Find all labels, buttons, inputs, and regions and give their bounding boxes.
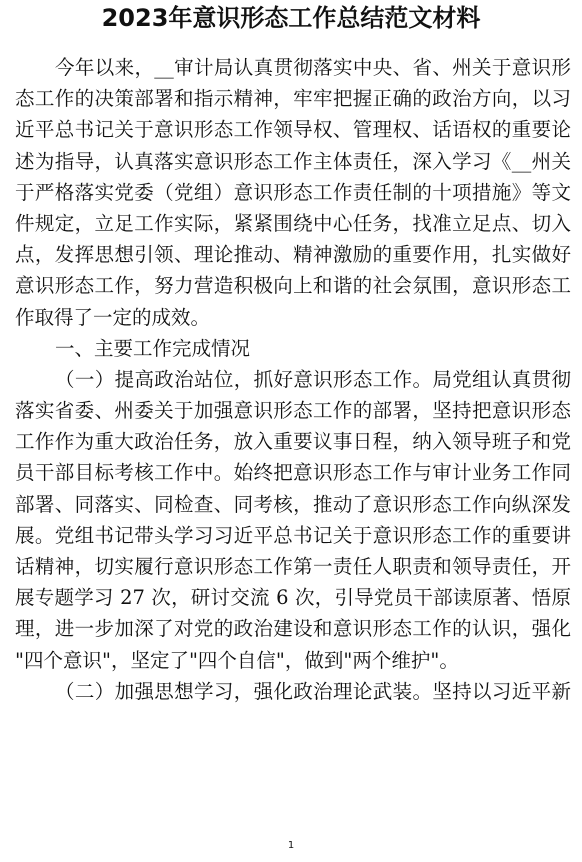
text-line: 于严格落实党委（党组）意识形态工作责任制的十项措施》等文	[15, 180, 571, 204]
document-body	[15, 52, 571, 707]
text-line: 理，进一步加深了对党的政治建设和意识形态工作的认识，强化	[15, 617, 571, 641]
text-line: 近平总书记关于意识形态工作领导权、管理权、话语权的重要论	[15, 118, 571, 142]
text-line: （二）加强思想学习，强化政治理论武装。坚持以习近平新	[55, 679, 571, 703]
text-line: 员干部目标考核工作中。始终把意识形态工作与审计业务工作同	[15, 461, 571, 485]
text-line: 作取得了一定的成效。	[15, 305, 211, 329]
text-line: 件规定，立足工作实际，紧紧围绕中心任务，找准立足点、切入	[15, 211, 571, 235]
text-line: 述为指导，认真落实意识形态工作主体责任，深入学习《__州关	[15, 149, 571, 173]
text-line: 态工作的决策部署和指示精神，牢牢把握正确的政治方向，以习	[15, 87, 571, 111]
text-line: 展。党组书记带头学习习近平总书记关于意识形态工作的重要讲	[15, 523, 571, 547]
text-line: "四个意识"，坚定了"四个自信"，做到"两个维护"。	[15, 648, 459, 672]
section-heading: 一、主要工作完成情况	[55, 336, 251, 360]
document-title: 2023年意识形态工作总结范文材料	[101, 4, 481, 32]
text-line: 意识形态工作，努力营造积极向上和谐的社会氛围，意识形态工	[15, 274, 571, 298]
text-line: 工作作为重大政治任务，放入重要议事日程，纳入领导班子和党	[15, 430, 571, 454]
text-line: （一）提高政治站位，抓好意识形态工作。局党组认真贯彻	[55, 367, 571, 391]
text-line: 落实省委、州委关于加强意识形态工作的部署，坚持把意识形态	[15, 399, 571, 423]
text-line: 点，发挥思想引领、理论推动、精神激励的重要作用，扎实做好	[15, 243, 571, 267]
text-line: 展专题学习 27 次，研讨交流 6 次，引导党员干部读原著、悟原	[15, 586, 571, 610]
text-line: 今年以来，__审计局认真贯彻落实中央、省、州关于意识形	[55, 56, 571, 79]
text-line: 话精神，切实履行意识形态工作第一责任人职责和领导责任，开	[15, 555, 571, 578]
text-line: 部署、同落实、同检查、同考核，推动了意识形态工作向纵深发	[15, 492, 571, 516]
page-number: 1	[287, 840, 295, 851]
